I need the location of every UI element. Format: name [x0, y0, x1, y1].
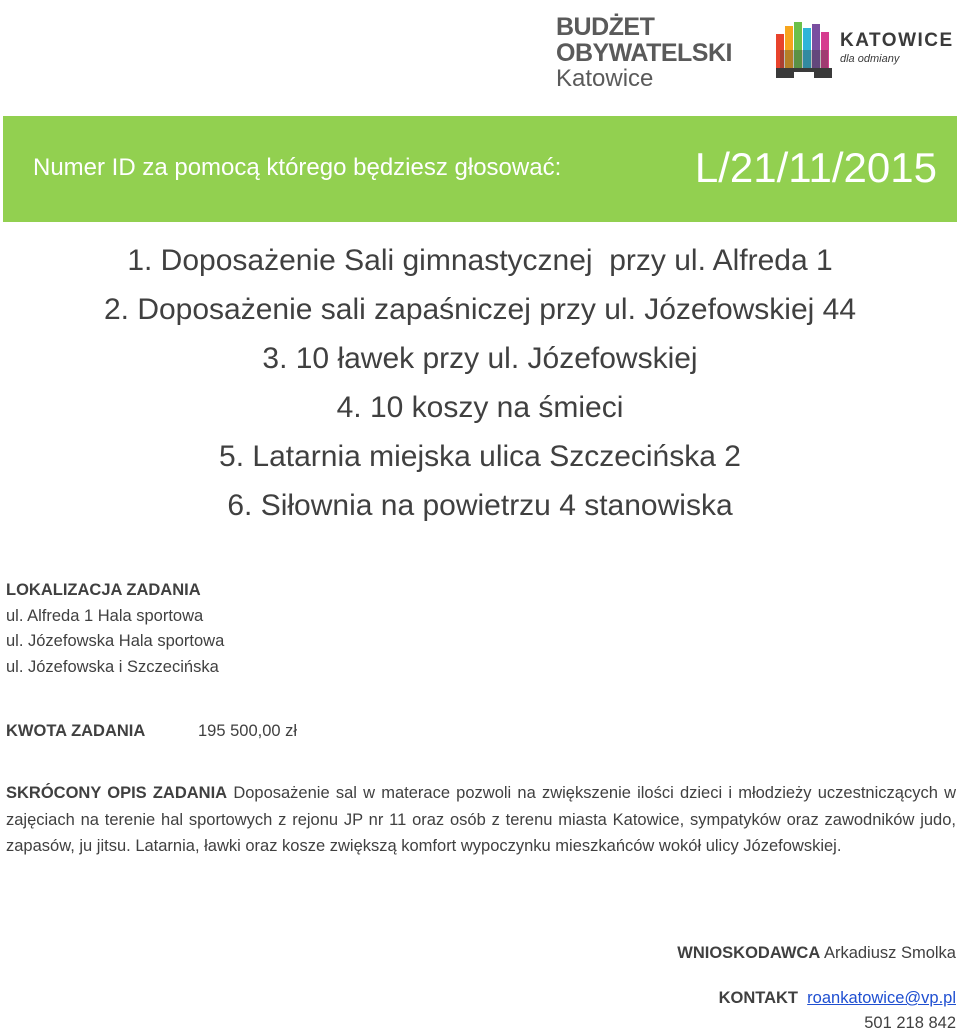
katowice-city-icon	[774, 20, 834, 80]
budzet-obywatelski-logo	[556, 12, 732, 92]
location-item: ul. Józefowska Hala sportowa	[6, 632, 225, 650]
description-label: SKRÓCONY OPIS ZADANIA	[6, 784, 228, 802]
task-item: 2. Doposażenie sali zapaśniczej przy ul. Józefowskiej 44	[103, 293, 857, 326]
task-item: 6. Siłownia na powietrzu 4 stanowiska	[227, 489, 733, 522]
task-item: 1. Doposażenie Sali gimnastycznej przy ul. Alfreda 1	[127, 244, 833, 277]
katowice-logo	[762, 12, 960, 92]
location-section	[6, 578, 224, 680]
voting-id-banner	[3, 116, 957, 222]
amount-value: 195 500,00 zł	[198, 722, 298, 740]
task-item: 4. 10 koszy na śmieci	[336, 391, 624, 424]
applicant-name: Arkadiusz Smolka	[823, 944, 956, 962]
voting-id-value: L/21/11/2015	[694, 144, 937, 191]
katowice-logo-name: KATOWICE	[840, 30, 954, 51]
applicant-label: WNIOSKODAWCA	[677, 944, 821, 962]
budzet-logo-line1: BUDŻET	[556, 13, 655, 41]
location-item: ul. Alfreda 1 Hala sportowa	[6, 606, 204, 625]
katowice-logo-tagline: dla odmiany	[840, 53, 900, 65]
description-text: Doposażenie sal w materace pozwoli na zwiększenie ilości dzieci i młodzieży uczestniczących w zajęciach na terenie hal sportowych z rejonu JP nr 11 oraz osób z terenu miasta Katowice, sympatyków oraz zawodników judo, zapasów, ju jitsu. Latarnia, ławki oraz kosze zwiększą komfort wypoczynku mieszkańców wokół ulicy Józefowskiej.	[6, 784, 956, 855]
budzet-logo-line2: OBYWATELSKI	[556, 39, 732, 67]
applicant-section	[677, 944, 956, 963]
contact-section	[719, 986, 956, 1036]
location-title: LOKALIZACJA ZADANIA	[6, 581, 201, 599]
task-item: 3. 10 ławek przy ul. Józefowskiej	[262, 342, 698, 375]
header-logos	[0, 0, 960, 110]
location-item: ul. Józefowska i Szczecińska	[6, 657, 219, 676]
task-list	[0, 236, 960, 530]
amount-label: KWOTA ZADANIA	[6, 722, 146, 740]
voting-id-label: Numer ID za pomocą którego będziesz głosować:	[33, 154, 562, 181]
amount-section	[6, 722, 298, 741]
contact-label: KONTAKT	[718, 989, 798, 1007]
description-section	[6, 780, 956, 860]
contact-email-link[interactable]: roankatowice@vp.pl	[807, 989, 956, 1007]
task-item: 5. Latarnia miejska ulica Szczecińska 2	[219, 440, 741, 473]
budzet-logo-line3: Katowice	[556, 65, 654, 92]
contact-phone: 501 218 842	[864, 1014, 956, 1032]
